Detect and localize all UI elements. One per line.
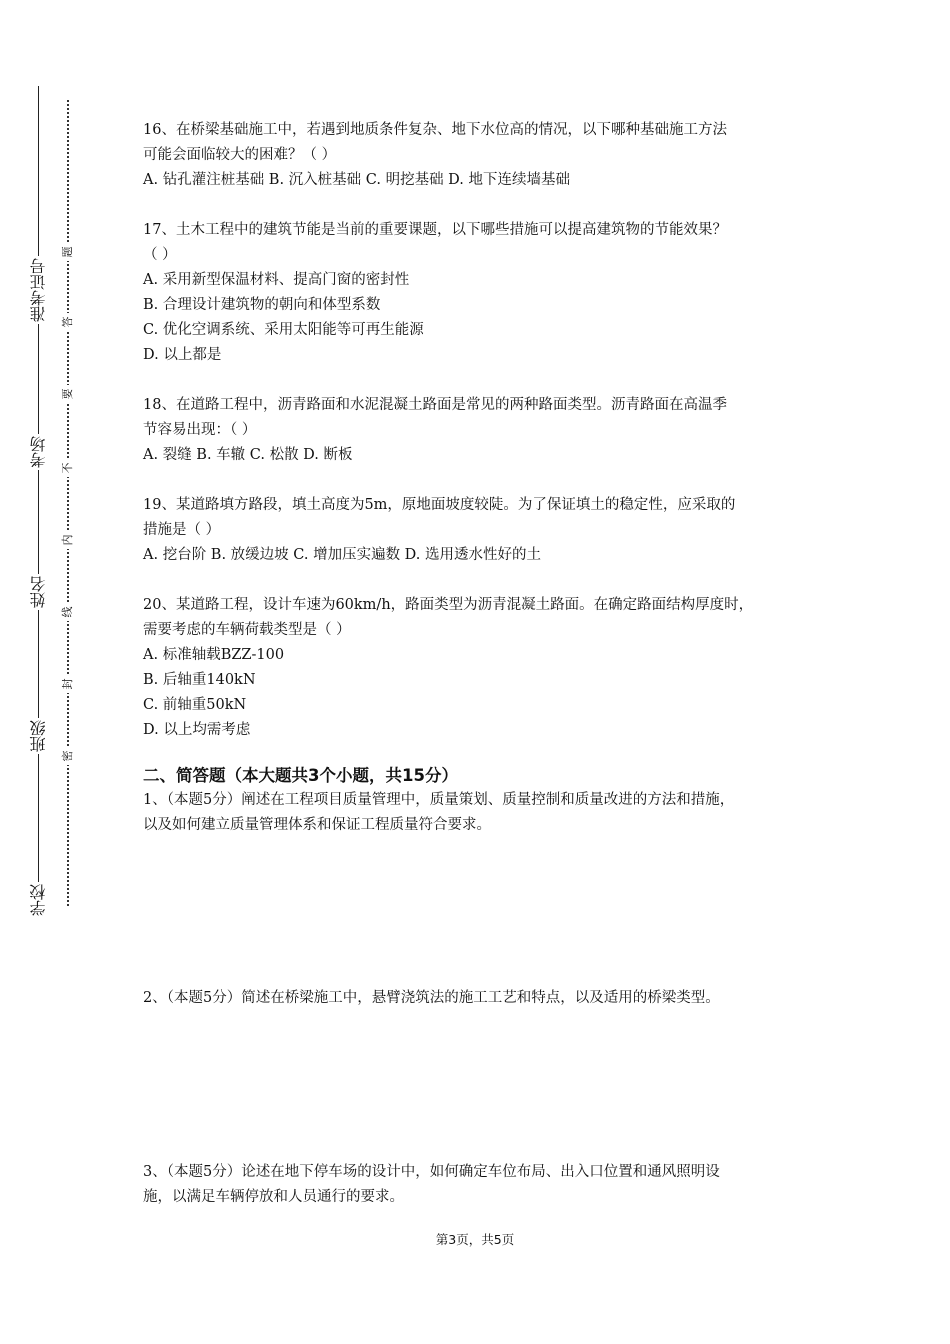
- short-answer-3: [143, 1160, 823, 1210]
- question-stem: 18、在道路工程中，沥青路面和水泥混凝土路面是常见的两种路面类型。沥青路面在高温季: [143, 397, 727, 413]
- question-18: [143, 393, 823, 468]
- question-16: [143, 118, 823, 193]
- seal-char: 不: [58, 459, 78, 477]
- binding-solid-line: [38, 86, 39, 904]
- seal-char: 密: [58, 747, 78, 765]
- exam-content: [143, 118, 823, 1210]
- question-options: A. 挖台阶 B. 放缓边坡 C. 增加压实遍数 D. 选用透水性好的土: [143, 547, 542, 563]
- question-stem: 20、某道路工程，设计车速为60km/h，路面类型为沥青混凝土路面。在确定路面结构厚度时，: [143, 597, 754, 613]
- field-exam-number: 准考证号: [22, 256, 56, 324]
- page-footer: 第3页，共5页: [435, 1232, 515, 1247]
- option-d: D. 以上均需考虑: [143, 722, 251, 738]
- option-d: D. 以上都是: [143, 347, 222, 363]
- question-options: A. 裂缝 B. 车辙 C. 松散 D. 断板: [143, 447, 353, 463]
- question-options: A. 钻孔灌注桩基础 B. 沉入桩基础 C. 明挖基础 D. 地下连续墙基础: [143, 172, 571, 188]
- question-stem: 措施是（ ）: [143, 522, 221, 538]
- question-stem: 17、土木工程中的建筑节能是当前的重要课题，以下哪些措施可以提高建筑物的节能效果？: [143, 222, 727, 238]
- seal-char: 答: [58, 313, 78, 331]
- field-name: 姓名: [22, 574, 56, 610]
- question-19: [143, 493, 823, 568]
- seal-char: 要: [58, 385, 78, 403]
- option-b: B. 合理设计建筑物的朝向和体型系数: [143, 297, 381, 313]
- short-answer-prompt: 以及如何建立质量管理体系和保证工程质量符合要求。: [143, 817, 491, 833]
- binding-seal-line: [67, 100, 69, 906]
- binding-margin: [0, 0, 110, 1344]
- short-answer-prompt: 2、（本题5分）简述在桥梁施工中，悬臂浇筑法的施工工艺和特点，以及适用的桥梁类型。: [143, 990, 720, 1006]
- option-b: B. 后轴重140kN: [143, 672, 256, 688]
- field-school: 学校: [22, 882, 56, 918]
- seal-char: 题: [58, 243, 78, 261]
- question-stem: 节容易出现：（ ）: [143, 422, 257, 438]
- option-c: C. 前轴重50kN: [143, 697, 247, 713]
- short-answer-1: [143, 788, 823, 986]
- option-a: A. 标准轴载BZZ-100: [143, 647, 285, 663]
- seal-char: 线: [58, 603, 78, 621]
- short-answer-prompt: 3、（本题5分）论述在地下停车场的设计中，如何确定车位布局、出入口位置和通风照明设: [143, 1164, 720, 1180]
- question-stem: 16、在桥梁基础施工中，若遇到地质条件复杂、地下水位高的情况，以下哪种基础施工方法: [143, 122, 727, 138]
- section-title: 二、简答题（本大题共3个小题，共15分）: [143, 766, 458, 785]
- short-answer-prompt: 施，以满足车辆停放和人员通行的要求。: [143, 1189, 404, 1205]
- question-stem: 可能会面临较大的困难？（ ）: [143, 147, 337, 163]
- question-stem: 19、某道路填方路段，填土高度为5m，原地面坡度较陡。为了保证填土的稳定性，应采取的: [143, 497, 736, 513]
- option-a: A. 采用新型保温材料、提高门窗的密封性: [143, 272, 410, 288]
- option-c: C. 优化空调系统、采用太阳能等可再生能源: [143, 322, 424, 338]
- seal-char: 内: [58, 531, 78, 549]
- seal-char: 封: [58, 675, 78, 693]
- field-class: 班级: [22, 718, 56, 754]
- short-answer-2: [143, 986, 823, 1160]
- question-17: [143, 218, 823, 368]
- short-answer-prompt: 1、（本题5分）阐述在工程项目质量管理中，质量策划、质量控制和质量改进的方法和措施，: [143, 792, 735, 808]
- field-exam-room: 考场: [22, 434, 56, 470]
- question-stem: 需要考虑的车辆荷载类型是（ ）: [143, 622, 351, 638]
- question-stem: （ ）: [143, 247, 177, 263]
- question-20: [143, 593, 823, 743]
